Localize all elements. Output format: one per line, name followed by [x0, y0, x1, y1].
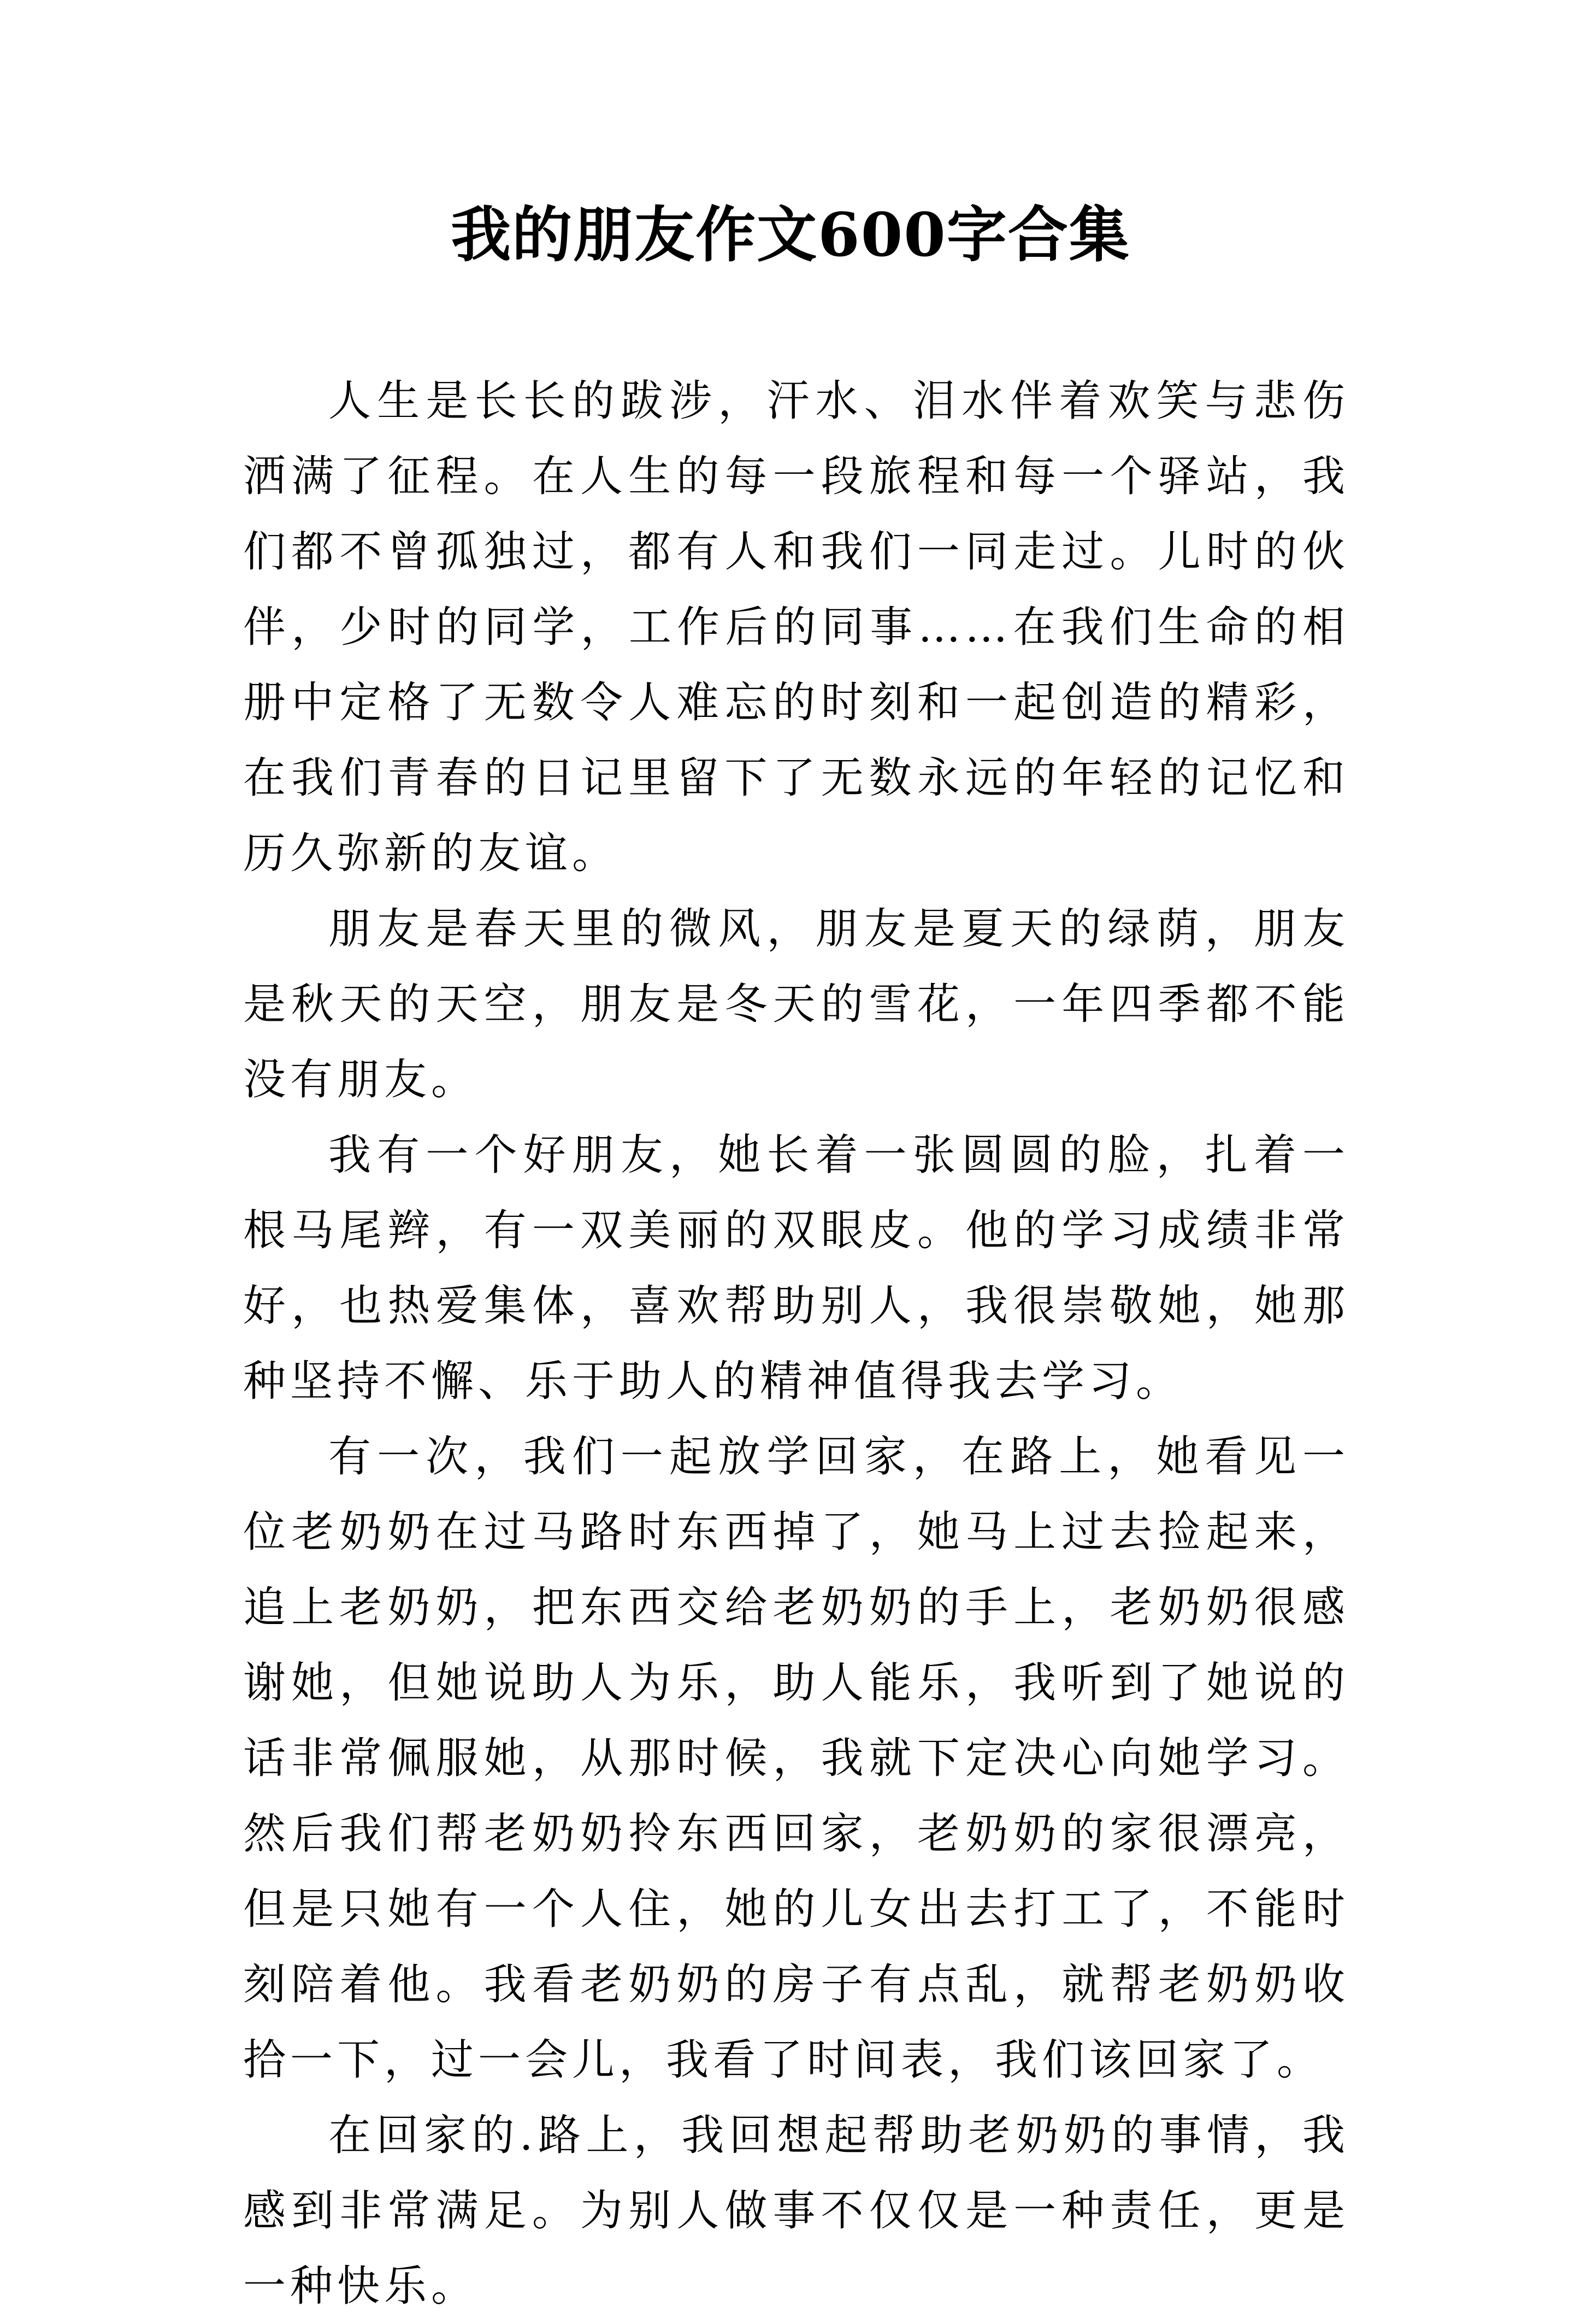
document-title: 我的朋友作文600字合集	[451, 199, 1130, 270]
paragraph: 有一次，我们一起放学回家，在路上，她看见一位老奶奶在过马路时东西掉了，她马上过去捡起来，追上老奶奶，把东西交给老奶奶的手上，老奶奶很感谢她，但她说助人为乐，助人能乐，我听到了她说的话非常佩服她，从那时候，我就下定决心向她学习。然后我们帮老奶奶拎东西回家，老奶奶的家很漂亮，但是只她有一个人住，她的儿女出去打工了，不能时刻陪着他。我看老奶奶的房子有点乱，就帮老奶奶收拾一下，过一会儿，我看了时间表，我们该回家了。	[243, 1432, 1349, 2085]
paragraph: 朋友是春天里的微风，朋友是夏天的绿荫，朋友是秋天的天空，朋友是冬天的雪花，一年四季都不能没有朋友。	[243, 904, 1349, 1104]
essay-body	[243, 363, 1349, 2324]
paragraph: 在回家的.路上，我回想起帮助老奶奶的事情，我感到非常满足。为别人做事不仅仅是一种责任，更是一种快乐。	[243, 2111, 1349, 2311]
paragraph: 人生是长长的跋涉，汗水、泪水伴着欢笑与悲伤洒满了征程。在人生的每一段旅程和每一个驿站，我们都不曾孤独过，都有人和我们一同走过。儿时的伙伴，少时的同学，工作后的同事……在我们生命的相册中定格了无数令人难忘的时刻和一起创造的精彩，在我们青春的日记里留下了无数永远的年轻的记忆和历久弥新的友谊。	[243, 376, 1349, 878]
paragraph: 我有一个好朋友，她长着一张圆圆的脸，扎着一根马尾辫，有一双美丽的双眼皮。他的学习成绩非常好，也热爱集体，喜欢帮助别人，我很崇敬她，她那种坚持不懈、乐于助人的精神值得我去学习。	[243, 1131, 1349, 1406]
